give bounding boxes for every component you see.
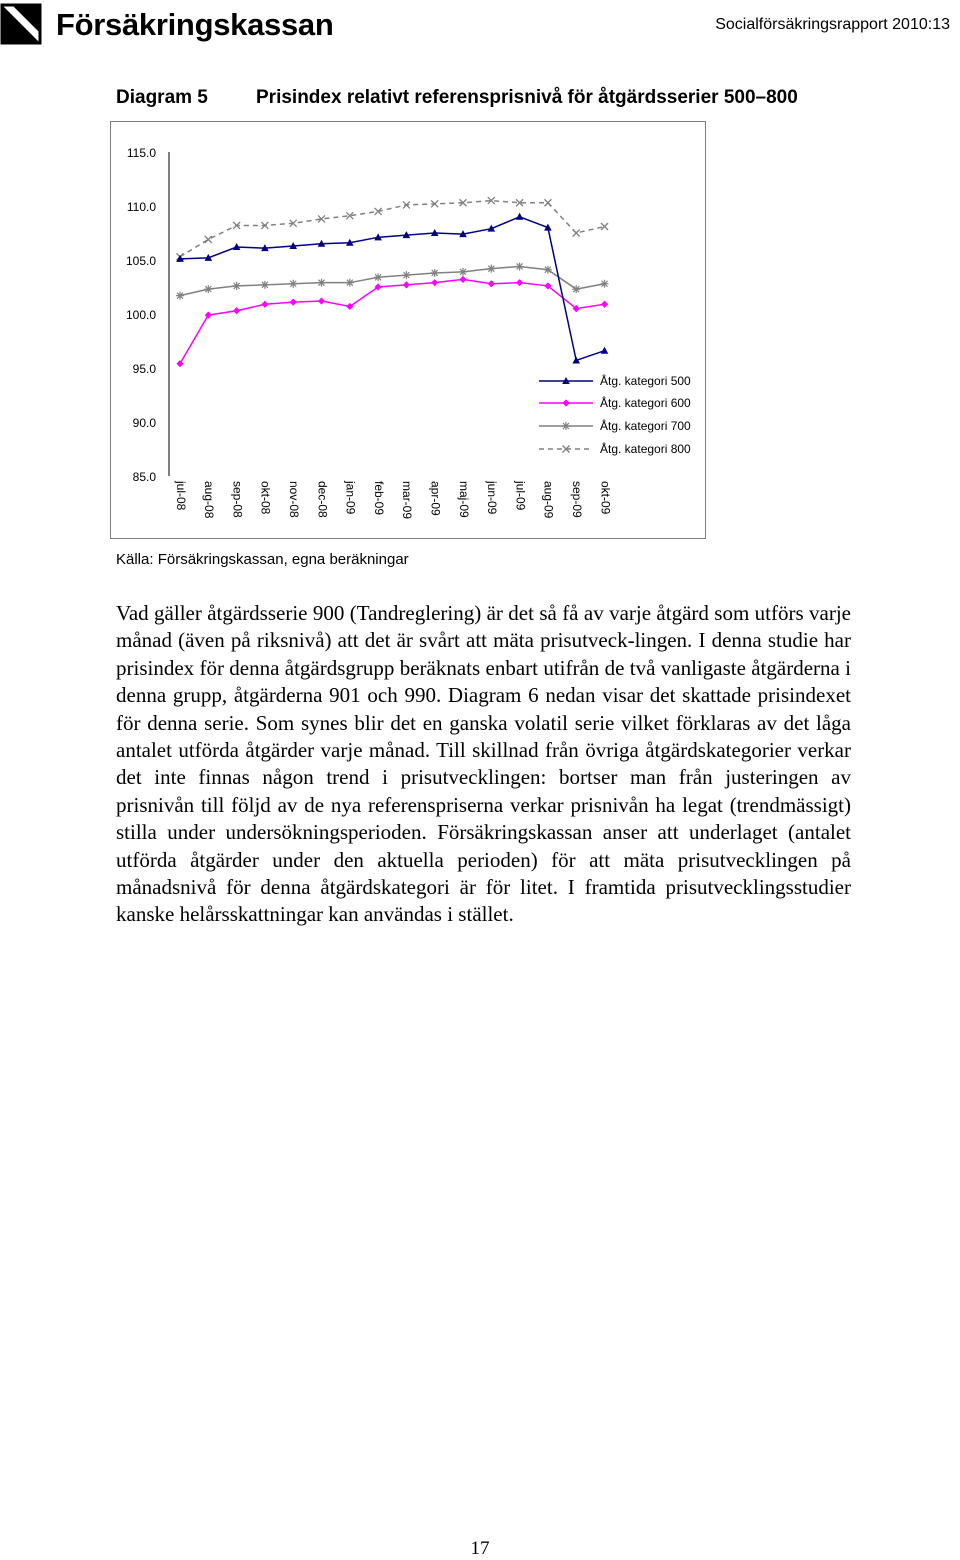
x-tick-label: nov-08 bbox=[287, 481, 302, 518]
data-point bbox=[233, 307, 240, 314]
y-tick-label: 110.0 bbox=[126, 200, 156, 214]
logo-text: Försäkringskassan bbox=[56, 7, 334, 42]
legend-marker bbox=[562, 422, 570, 430]
chart-canvas bbox=[111, 122, 705, 538]
data-point bbox=[374, 273, 382, 281]
data-point bbox=[601, 301, 608, 308]
page-number: 17 bbox=[470, 1538, 490, 1559]
figure-number: Diagram 5 bbox=[116, 87, 208, 108]
x-tick-label: okt-08 bbox=[258, 481, 273, 515]
data-point bbox=[487, 265, 495, 273]
data-point bbox=[601, 347, 609, 354]
x-tick-label: okt-09 bbox=[598, 481, 613, 515]
x-tick-label: jun-09 bbox=[485, 481, 500, 515]
data-point bbox=[544, 266, 552, 274]
data-point bbox=[601, 280, 609, 288]
x-tick-label: maj-09 bbox=[456, 481, 471, 518]
data-point bbox=[459, 276, 466, 283]
figure-caption bbox=[116, 87, 798, 109]
data-point bbox=[346, 279, 354, 287]
series-line-700 bbox=[180, 266, 605, 295]
data-point bbox=[318, 297, 325, 304]
data-point bbox=[573, 230, 580, 237]
data-point bbox=[233, 282, 241, 290]
data-point bbox=[572, 285, 580, 293]
data-point bbox=[261, 281, 269, 289]
data-point bbox=[431, 269, 439, 277]
logo bbox=[0, 0, 334, 48]
data-point bbox=[431, 279, 438, 286]
logo-icon bbox=[0, 3, 42, 45]
y-tick-label: 115.0 bbox=[126, 146, 156, 160]
legend-label: Åtg. kategori 500 bbox=[600, 374, 691, 388]
y-tick-label: 95.0 bbox=[132, 362, 156, 376]
data-point bbox=[516, 279, 523, 286]
data-point bbox=[488, 280, 495, 287]
data-point bbox=[402, 271, 410, 279]
data-point bbox=[205, 236, 212, 243]
series-line-600 bbox=[180, 279, 605, 363]
y-tick-label: 100.0 bbox=[125, 308, 156, 322]
legend-marker bbox=[562, 399, 569, 406]
data-point bbox=[204, 285, 212, 293]
data-point bbox=[290, 299, 297, 306]
series-line-500 bbox=[180, 217, 605, 361]
x-tick-label: jul-09 bbox=[513, 481, 528, 511]
paragraph-text: Vad gäller åtgärdsserie 900 (Tandreglering) är det så få av varje åtgärd som utförs varje månad (även på riksnivå) att det är svårt att mäta prisutveck-lingen. I denna studie har prisindex för denna åtgärdsgrupp beräknats enbart utifrån de två vanligaste åtgärderna i denna grupp, åtgärderna 901 och 990. Diagram 6 nedan visar det skattade prisindexet för denna serie. Som synes blir det en ganska volatil serie vilket förklaras av det låga antalet utförda åtgärder varje månad. Till skillnad från övriga åtgärdskategorier verkar det inte finnas någon trend i prisutvecklingen: bortser man från justeringen av prisnivån till följd av de nya referenspriserna verkar prisnivån ha legat (trendmässigt) stilla under undersökningsperioden. Försäkringskassan anser att underlaget (antalet utförda åtgärder under den aktuella perioden) för att mäta prisutvecklingen på månadsnivå för denna åtgärdskategori är för litet. I framtida prisutvecklingsstudier kanske helårsskattningar kan användas i stället. bbox=[116, 601, 851, 927]
x-tick-label: aug-09 bbox=[541, 481, 556, 519]
data-point bbox=[261, 301, 268, 308]
series-line-800 bbox=[180, 201, 605, 257]
x-tick-label: sep-08 bbox=[230, 481, 245, 518]
x-tick-label: feb-09 bbox=[371, 481, 386, 516]
data-point bbox=[205, 311, 212, 318]
data-point bbox=[516, 262, 524, 270]
data-point bbox=[459, 268, 467, 276]
x-tick-label: jul-08 bbox=[173, 481, 188, 511]
figure-title: Prisindex relativt referensprisnivå för åtgärdsserier 500–800 bbox=[256, 87, 798, 108]
data-point bbox=[544, 199, 551, 206]
data-point bbox=[318, 279, 326, 287]
y-tick-label: 105.0 bbox=[125, 254, 156, 268]
data-point bbox=[289, 280, 297, 288]
data-point bbox=[403, 281, 410, 288]
x-tick-label: apr-09 bbox=[428, 481, 443, 516]
line-chart bbox=[110, 121, 706, 539]
data-point bbox=[516, 213, 524, 220]
data-point bbox=[176, 360, 183, 367]
legend-label: Åtg. kategori 700 bbox=[600, 419, 691, 433]
x-tick-label: jan-09 bbox=[343, 481, 358, 515]
y-tick-label: 90.0 bbox=[132, 416, 156, 430]
legend-label: Åtg. kategori 800 bbox=[600, 442, 691, 456]
data-point bbox=[176, 292, 184, 300]
y-tick-label: 85.0 bbox=[132, 470, 156, 484]
x-tick-label: sep-09 bbox=[570, 481, 585, 518]
report-title: Socialförsäkringsrapport 2010:13 bbox=[715, 16, 950, 33]
x-tick-label: aug-08 bbox=[202, 481, 217, 519]
figure-source: Källa: Försäkringskassan, egna beräkningar bbox=[116, 551, 409, 568]
legend-label: Åtg. kategori 600 bbox=[600, 396, 691, 410]
x-tick-label: mar-09 bbox=[400, 481, 415, 520]
body-paragraph bbox=[116, 600, 851, 929]
x-tick-label: dec-08 bbox=[315, 481, 330, 518]
